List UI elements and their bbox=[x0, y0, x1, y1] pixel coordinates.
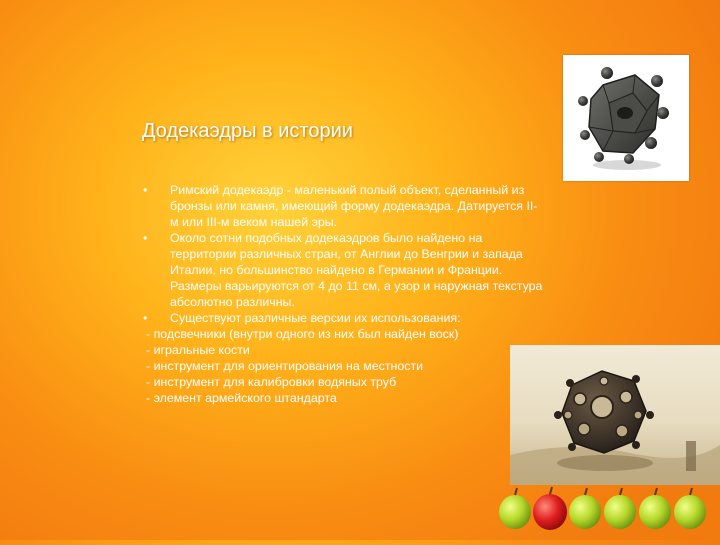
apple-icon bbox=[499, 488, 531, 529]
apple-icon bbox=[604, 488, 636, 529]
use-item: - инструмент для калибровки водяных труб bbox=[146, 375, 397, 389]
bullet-glyph: • bbox=[143, 311, 148, 325]
apple-icon bbox=[569, 488, 601, 529]
slide-body bbox=[143, 182, 543, 406]
bullet-text: Римский додекаэдр - маленький полый объект, сделанный из бронзы или камня, имеющий форму додекаэдра. Датируется II-м или III-м веком нашей эры. bbox=[170, 183, 538, 229]
apple-row-image bbox=[495, 480, 720, 540]
apple-icon bbox=[639, 488, 671, 529]
bullet-text: Существуют различные версии их использования: bbox=[170, 311, 461, 325]
bullet-item bbox=[143, 310, 543, 326]
use-item: - игральные кости bbox=[146, 343, 250, 357]
bullet-item bbox=[143, 230, 543, 310]
bullet-glyph: • bbox=[143, 183, 148, 197]
apples-decoration bbox=[495, 480, 720, 540]
stone-dodecahedron-image bbox=[563, 55, 689, 181]
use-item: - элемент армейского штандарта bbox=[146, 391, 337, 405]
dodecahedron-photo-stone bbox=[563, 55, 689, 181]
slide-title: Додекаэдры в истории bbox=[142, 120, 353, 142]
bullet-glyph: • bbox=[143, 231, 148, 245]
bullet-item bbox=[143, 182, 543, 230]
dodecahedron-photo-bronze bbox=[510, 345, 720, 485]
apple-icon bbox=[674, 488, 706, 529]
bullet-text: Около сотни подобных додекаэдров было найдено на территории различных стран, от Англии до Венгрии и запада Италии, но большинство найдено в Германии и Франции. Размеры варьируются от 4 до 11 см, а узор и наружная текстура абсолютно различны. bbox=[170, 231, 543, 309]
use-item: - инструмент для ориентирования на местности bbox=[146, 359, 424, 373]
bronze-dodecahedron-image bbox=[510, 345, 720, 485]
apple-icon bbox=[533, 487, 567, 530]
use-item: - подсвечники (внутри одного из них был найден воск) bbox=[146, 327, 459, 341]
